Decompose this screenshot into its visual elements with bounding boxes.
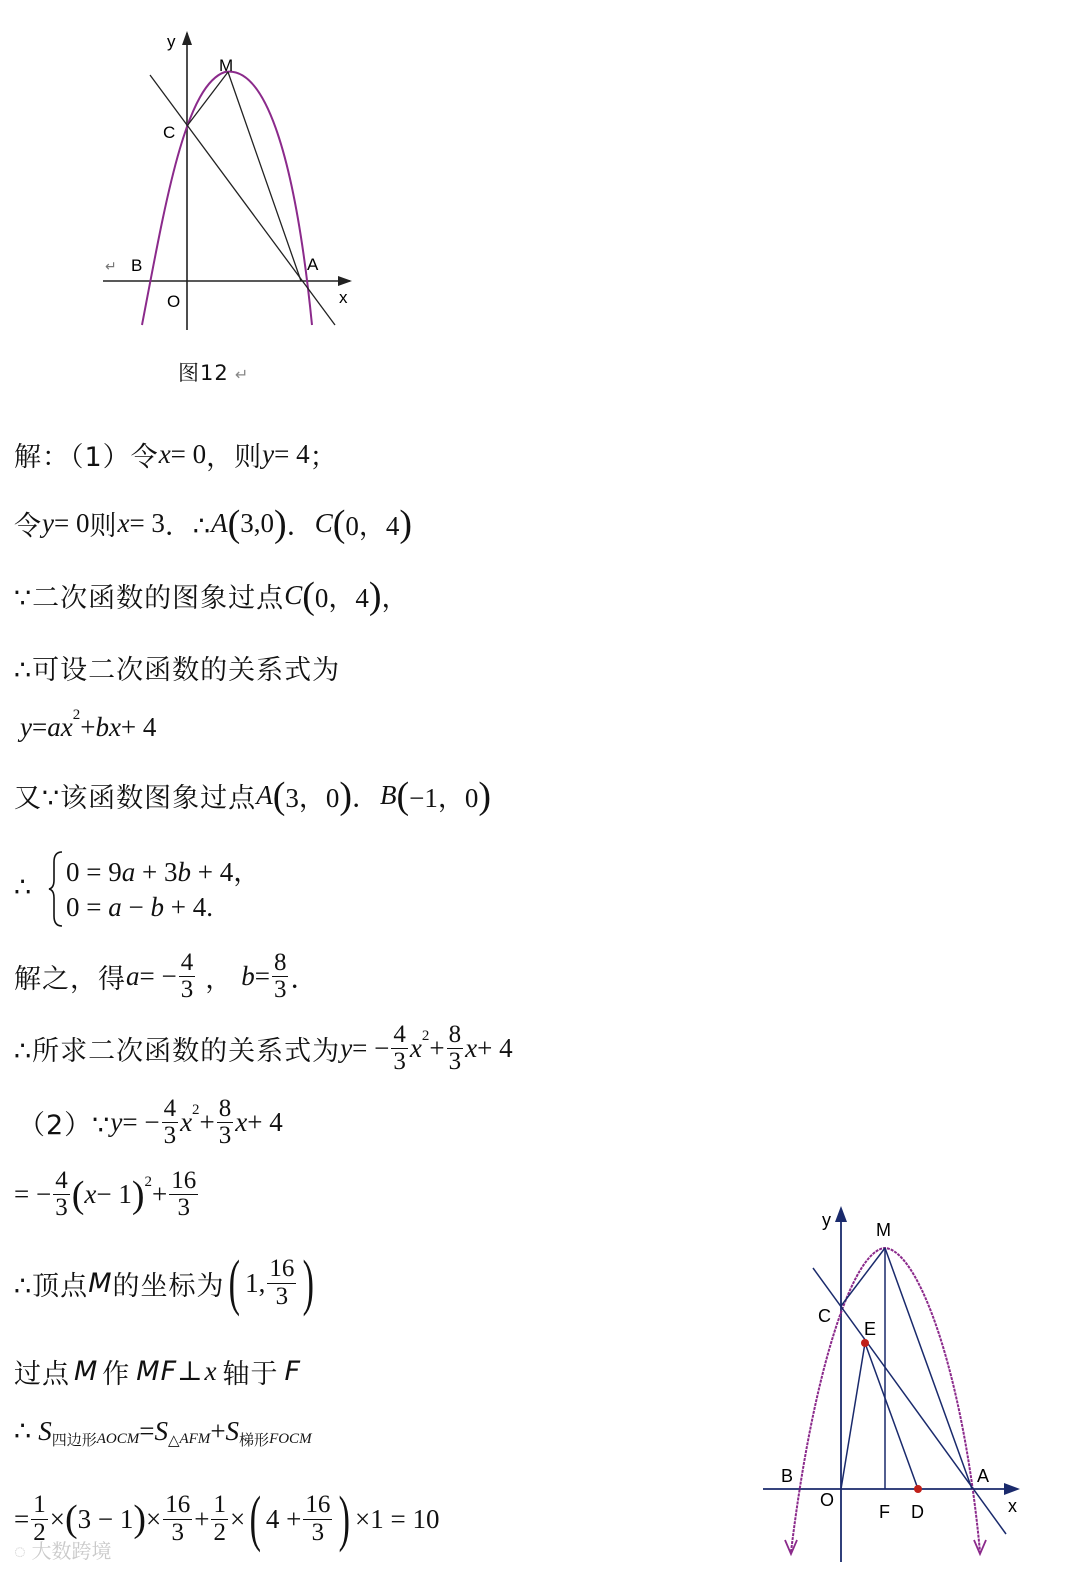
solution-line-15: = $\frac{1}{2}$ × ( 3 − 1 ) × $\frac{16}{3}$ + $\frac{1}{2}$ × ( 4 + $\frac{16}{3}$ ) ×1 = 10 (14, 1485, 440, 1553)
solution-line-12: ∴顶点 M 的坐标为 ( 1, $\frac{16}{3}$ ) (14, 1249, 315, 1317)
line-ca (813, 1268, 1006, 1534)
x-axis-arrow (1004, 1483, 1020, 1495)
label-o: O (167, 292, 181, 311)
figure-2-graph (758, 1200, 1028, 1570)
solution-line-1: 解：（1）令 x = 0 ，则 y = 4 ； (14, 439, 338, 473)
label-c: C (163, 123, 176, 142)
point-e (861, 1339, 869, 1347)
solution-line-6: 又∵该函数图象过点 A ( 3，0 ) ． B ( −1，0 ) (14, 774, 492, 817)
solution-line-10: （2）∵ y = − $\frac{4}{3}$ x 2 + $\frac{8}{3}$ x + 4 (18, 1095, 283, 1150)
label-a: A (977, 1466, 990, 1486)
solution-line-5: y = ax 2 + bx + 4 (20, 707, 157, 742)
label-d: D (911, 1502, 924, 1522)
return-mark: ↵ (105, 258, 117, 274)
label-x: x (1008, 1496, 1017, 1516)
label-b: B (131, 256, 143, 275)
solution-line-8: 解之，得 a = − $\frac{4}{3}$ ， b = $\frac{8}{3}$ ． (14, 949, 319, 1004)
label-f: F (879, 1502, 890, 1522)
parabola-curve (142, 72, 312, 325)
label-o: O (820, 1490, 835, 1510)
x-axis-arrow (338, 276, 352, 286)
solution-line-3: ∵二次函数的图象过点 C ( 0，4 ) ， (14, 574, 410, 617)
watermark: ◌ 大数跨境 (14, 1541, 112, 1563)
solution-line-4: ∴可设二次函数的关系式为 (14, 655, 341, 686)
segment-ma (885, 1248, 972, 1489)
label-m: M (219, 56, 234, 75)
figure-caption: 图12 ↵ (178, 361, 250, 385)
solution-line-14: ∴ S 四边形 AOCM = S △ AFM + S 梯形 FOCM (14, 1416, 312, 1449)
y-axis-arrow (182, 31, 192, 45)
solution-line-2: 令 y = 0 则 x = 3 ．∴ A ( 3,0 ) ． C ( 0，4 ) (14, 502, 413, 545)
label-x: x (339, 288, 348, 307)
label-m: M (876, 1220, 891, 1240)
solution-line-11: = − $\frac{4}{3}$ ( x − 1 ) 2 + $\frac{16}{3}$ (14, 1167, 197, 1222)
label-e: E (864, 1319, 877, 1339)
segment-oe (841, 1343, 865, 1489)
label-y: y (167, 32, 176, 51)
figure-12-graph (95, 25, 365, 340)
label-a: A (307, 255, 319, 274)
solution-line-9: ∴所求二次函数的关系式为 y = − $\frac{4}{3}$ x 2 + $\frac{8}{3}$ x + 4 (14, 1021, 513, 1076)
left-brace (48, 850, 66, 928)
label-b: B (781, 1466, 794, 1486)
label-c: C (818, 1306, 831, 1326)
segment-cm (187, 72, 228, 126)
solution-line-7-system: ∴ 0 = 9a + 3b + 4， 0 = a − b + 4. (14, 848, 274, 932)
segment-cm (841, 1248, 885, 1306)
segment-ed (865, 1343, 918, 1489)
watermark-logo-icon: ◌ (14, 1541, 32, 1563)
label-y: y (822, 1210, 831, 1230)
point-d (914, 1485, 922, 1493)
solution-line-13: 过点 M 作 MF ⊥ x 轴于 F (14, 1356, 302, 1390)
y-axis-arrow (835, 1206, 847, 1222)
